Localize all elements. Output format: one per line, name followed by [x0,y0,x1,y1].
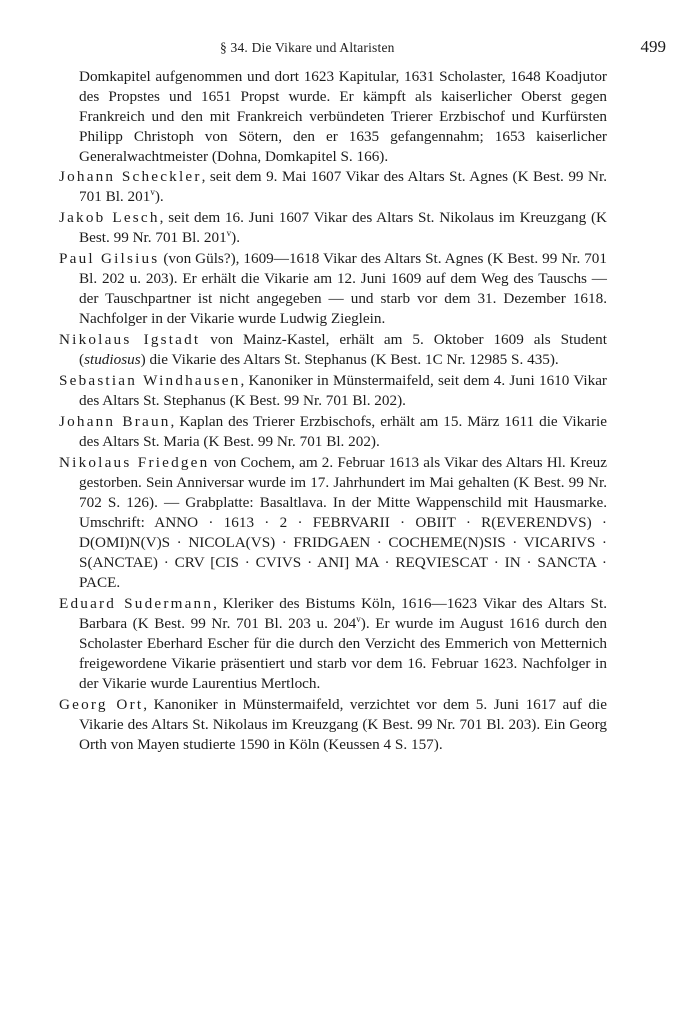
entry-paragraph [59,594,607,694]
entry-text: ). [154,188,164,205]
entry-name: Johann Scheckler [59,168,202,185]
entry-text: ). [231,229,241,246]
entry-name: Nikolaus Igstadt [59,331,201,348]
entry-text: von Cochem, am 2. Februar 1613 als Vikar des Altars Hl. Kreuz gestorben. Sein Anniversar wurde im 17. Jahrhundert im Mai gehalten (K Best. 99 Nr. 702 S. 126). — Grabplatte: Basaltlava. In der Mitte Wappenschild mit Hausmarke. Umschrift: ANNO · 1613 · 2 · FEBRVARII · OBIIT · R(EVERENDVS) · D(OMI)N(V)S · NICOLA(VS) · FRIDGAEN · COCHEME(N)SIS · VICARIVS · S(ANCTAE) · CRV [CIS · CVIVS · ANI] MA · REQVIESCAT · IN · SANCTA · PACE. [79,454,607,591]
page-number: 499 [640,37,666,56]
entry-paragraph [59,371,607,411]
entry-name: Sebastian Windhausen [59,372,241,389]
entry-text: , seit dem 16. Juni 1607 Vikar des Altars St. Nikolaus im Kreuzgang (K Best. 99 Nr. 701 Bl. 201 [79,209,607,246]
entry-paragraph [59,167,607,207]
entry-paragraph [59,249,607,329]
folio-verso-mark: v [150,186,155,197]
entry-text: , seit dem 9. Mai 1607 Vikar des Altars St. Agnes (K Best. 99 Nr. 701 Bl. 201 [79,168,607,205]
page-header [60,37,666,62]
running-head: § 34. Die Vikare und Altaristen [220,40,395,55]
entry-text: ) die Vikarie des Altars St. Stephanus (K Best. 1C Nr. 12985 S. 435). [140,351,559,368]
entry-text: (von Güls?), 1609—1618 Vikar des Altars St. Agnes (K Best. 99 Nr. 701 Bl. 202 u. 203). Er erhält die Vikarie am 12. Juni 1609 auf dem Weg des Tauschs — der Tauschpartner ist nicht angegeben — und starb vor dem 31. Dezember 1618. Nachfolger in der Vikarie wurde Ludwig Zieglein. [79,250,607,327]
entry-name: Paul Gilsius [59,250,160,267]
entry-text: , Kleriker des Bistums Köln, 1616—1623 Vikar des Altars St. Barbara (K Best. 99 Nr. 701 Bl. 203 u. 204 [79,595,607,632]
entry-name: Georg Ort [59,696,144,713]
entry-name: Jakob Lesch [59,209,160,226]
entry-paragraph [59,412,607,452]
folio-verso-mark: v [356,613,361,624]
entry-paragraph [59,695,607,755]
continuation-paragraph: Domkapitel aufgenommen und dort 1623 Kapitular, 1631 Scholaster, 1648 Koadjutor des Propstes und 1651 Propst wurde. Er kämpft als kaiserlicher Oberst gegen Frankreich und den mit Frankreich verbündeten Trierer Erzbischof und Kurfürsten Philipp Christoph von Sötern, den er 1635 gefangennahm; 1653 kaiserlicher Generalwachtmeister (Dohna, Domkapitel S. 166). [79,68,607,165]
entry-text: , Kaplan des Trierer Erzbischofs, erhält am 15. März 1611 die Vikarie des Altars St. Maria (K Best. 99 Nr. 701 Bl. 202). [79,413,607,450]
entry-text: von Mainz-Kastel, erhält am 5. Oktober 1609 als Student ( [79,331,607,368]
folio-verso-mark: v [226,227,232,238]
entry-text: ). Er wurde im August 1616 durch den Scholaster Eberhard Escher für die durch den Verzicht des Emmerich von Metternich freigewordene Vikarie präsentiert und starb vor dem 16. Februar 1623. Nachfolger in der Vikarie wurde Laurentius Mertloch. [79,615,608,692]
body-text [59,67,607,755]
entry-name: Johann Braun [59,413,171,430]
entry-paragraph [59,208,607,248]
entry-text: , Kanoniker in Münstermaifeld, verzichtet vor dem 5. Juni 1617 auf die Vikarie des Altars St. Nikolaus im Kreuzgang (K Best. 99 Nr. 701 Bl. 203). Ein Georg Orth von Mayen studierte 1590 in Köln (Keussen 4 S. 157). [79,696,607,753]
entry-list [59,167,607,755]
entry-text: , Kanoniker in Münstermaifeld, seit dem 4. Juni 1610 Vikar des Altars St. Stephanus (K Best. 99 Nr. 701 Bl. 202). [79,372,607,409]
entry-paragraph [59,453,607,593]
entry-name: Nikolaus Friedgen [59,454,210,471]
entry-name: Eduard Sudermann [59,595,214,612]
entry-paragraph [59,330,607,370]
latin-term: studiosus [84,351,141,368]
